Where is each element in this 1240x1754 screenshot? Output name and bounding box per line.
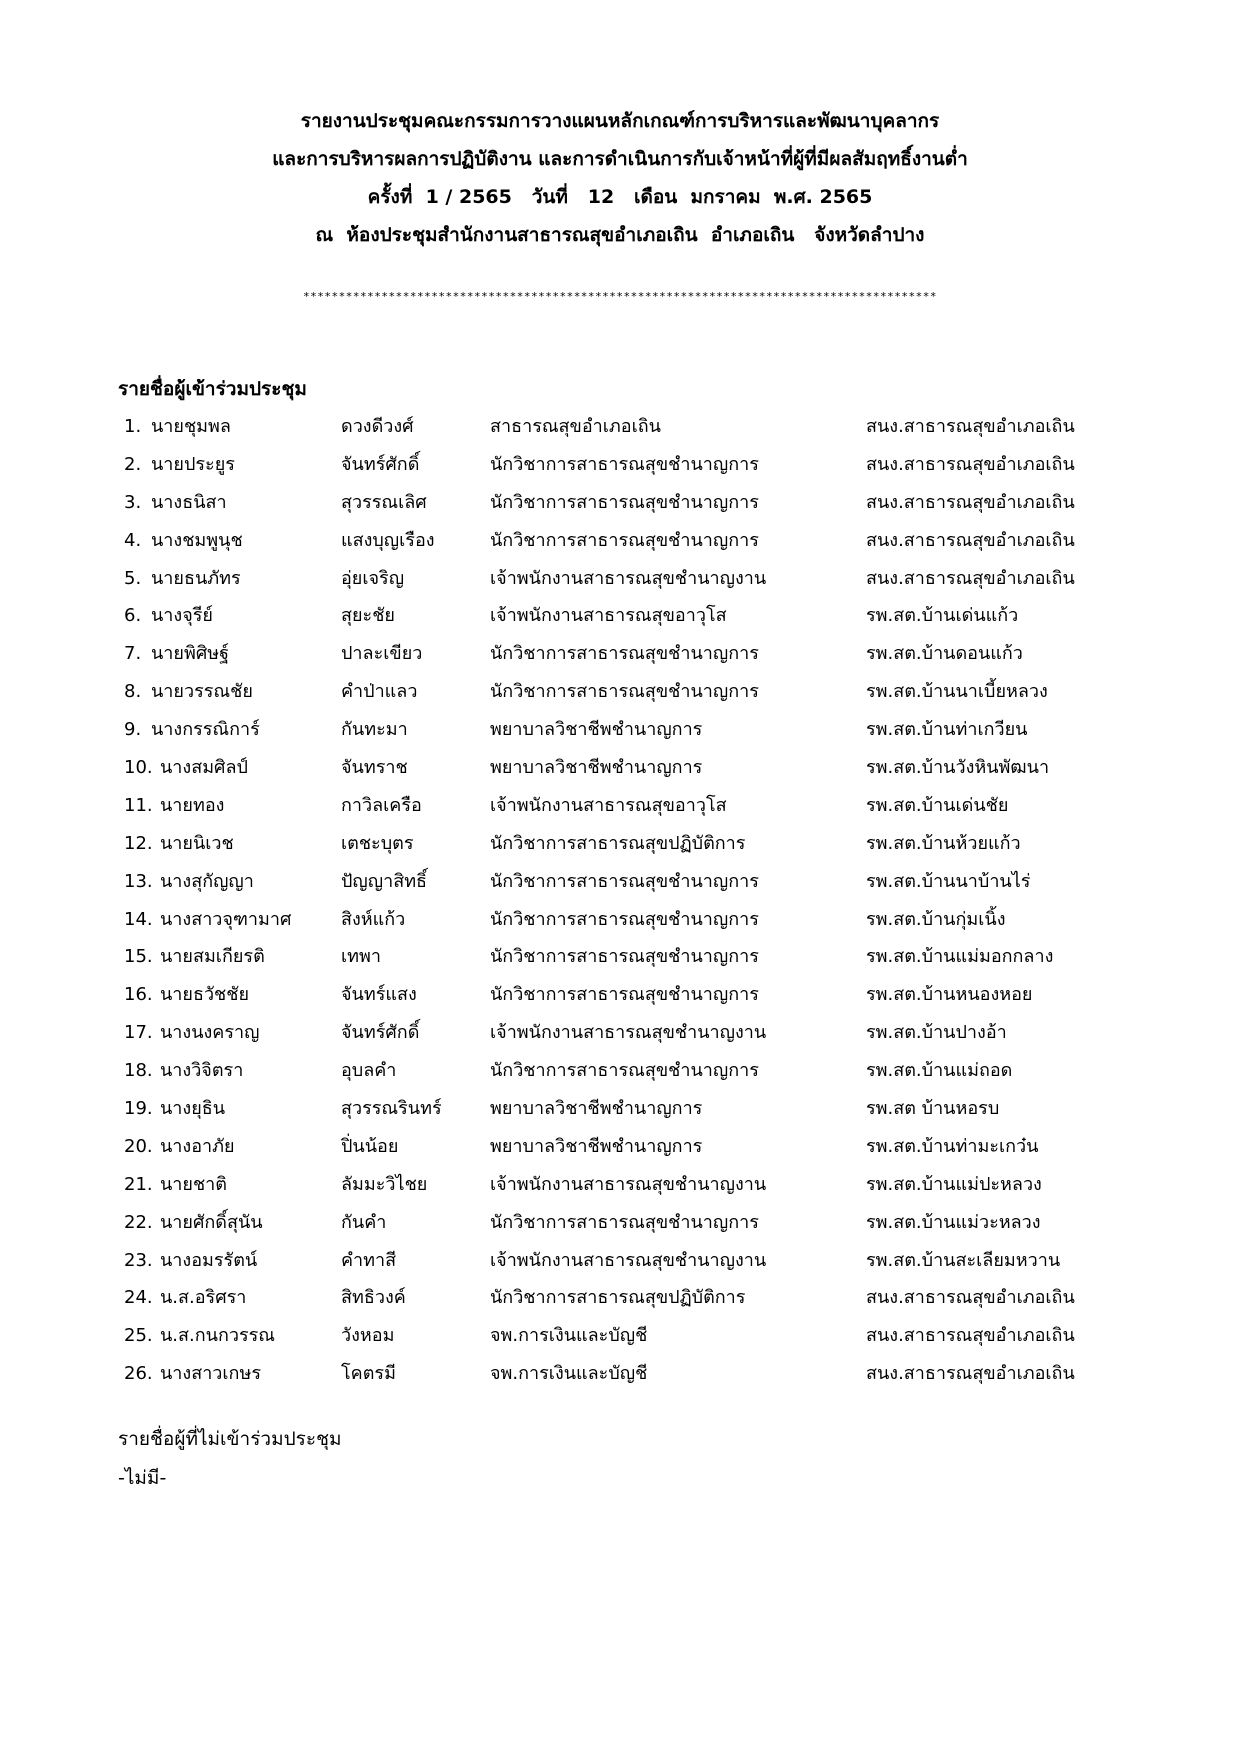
separator-line: ***************************************************************************************** [303, 290, 937, 303]
attendee-first-name: นางกรรณิการ์ [151, 719, 260, 741]
attendee-number: 20. [124, 1135, 153, 1157]
attendee-first-name: นางจุรีย์ [151, 605, 213, 627]
attendee-position: นักวิชาการสาธารณสุขชำนาญการ [490, 984, 759, 1006]
attendee-organization: รพ.สต.บ้านนาบ้านไร่ [866, 870, 1031, 892]
attendee-position: เจ้าพนักงานสาธารณสุขชำนาญงาน [490, 1249, 767, 1271]
attendee-position: เจ้าพนักงานสาธารณสุขชำนาญงาน [490, 1022, 767, 1044]
list-item [0, 976, 1240, 1014]
list-item [0, 1355, 1240, 1393]
attendee-organization: รพ.สต.บ้านแม่ปะหลวง [866, 1173, 1042, 1195]
attendee-position: นักวิชาการสาธารณสุขชำนาญการ [490, 453, 759, 475]
list-item [0, 635, 1240, 673]
attendee-position: สาธารณสุขอำเภอเถิน [490, 416, 661, 437]
attendees-title: รายชื่อผู้เข้าร่วมประชุม [118, 378, 307, 400]
attendee-number: 16. [124, 984, 153, 1006]
attendee-organization: รพ.สต.บ้านแม่มอกกลาง [866, 946, 1054, 968]
attendee-organization: รพ.สต.บ้านเด่นชัย [866, 794, 1009, 816]
attendee-last-name: ปิ่นน้อย [341, 1135, 399, 1157]
header-title-line-1: รายงานประชุมคณะกรรมการวางแผนหลักเกณฑ์การบริหารและพัฒนาบุคลากร [300, 110, 940, 132]
list-item [0, 1014, 1240, 1052]
attendee-first-name: นายชาติ [160, 1173, 227, 1195]
absent-value: -ไม่มี- [118, 1467, 167, 1489]
attendee-organization: สนง.สาธารณสุขอำเภอเถิน [866, 453, 1075, 475]
attendee-number: 18. [124, 1060, 153, 1082]
attendee-number: 4. [124, 529, 142, 551]
attendee-organization: รพ.สต.บ้านห้วยแก้ว [866, 832, 1021, 854]
attendee-number: 3. [124, 491, 142, 513]
attendee-organization: สนง.สาธารณสุขอำเภอเถิน [866, 529, 1075, 551]
attendee-position: นักวิชาการสาธารณสุขชำนาญการ [490, 870, 759, 892]
attendee-number: 8. [124, 681, 142, 703]
attendee-number: 2. [124, 453, 142, 475]
attendee-organization: สนง.สาธารณสุขอำเภอเถิน [866, 1287, 1075, 1309]
list-item [0, 560, 1240, 598]
attendee-last-name: วังหอม [341, 1325, 395, 1347]
attendee-first-name: นางสมศิลป์ [160, 757, 248, 779]
attendee-number: 13. [124, 870, 153, 892]
attendee-last-name: ลัมมะวิไชย [341, 1173, 428, 1195]
attendee-position: เจ้าพนักงานสาธารณสุขชำนาญงาน [490, 1173, 767, 1195]
list-item [0, 1242, 1240, 1280]
attendee-first-name: นายวรรณชัย [151, 681, 253, 703]
attendee-number: 5. [124, 567, 142, 589]
attendee-first-name: นายประยูร [151, 453, 235, 475]
attendee-list [0, 408, 1240, 1393]
attendee-last-name: ดวงดีวงศ์ [341, 416, 414, 437]
attendee-organization: สนง.สาธารณสุขอำเภอเถิน [866, 1363, 1075, 1385]
attendee-first-name: นายชุมพล [151, 416, 231, 437]
attendee-last-name: อุบลคำ [341, 1060, 397, 1082]
attendee-first-name: นายธวัชชัย [160, 984, 250, 1006]
attendee-organization: รพ.สต.บ้านกุ่มเนิ้ง [866, 908, 1006, 930]
attendee-organization: รพ.สต บ้านหอรบ [866, 1098, 1000, 1120]
attendee-number: 22. [124, 1211, 153, 1233]
attendee-last-name: สุยะชัย [341, 605, 395, 627]
list-item [0, 787, 1240, 825]
attendee-organization: รพ.สต.บ้านเด่นแก้ว [866, 605, 1019, 627]
attendee-last-name: สิงห์แก้ว [341, 908, 406, 930]
attendee-last-name: กันทะมา [341, 719, 408, 741]
header-title-line-2: และการบริหารผลการปฏิบัติงาน และการดำเนินการกับเจ้าหน้าที่ผู้ที่มีผลสัมฤทธิ์งานต่ำ [272, 148, 968, 170]
list-item [0, 1128, 1240, 1166]
attendee-position: พยาบาลวิชาชีพชำนาญการ [490, 1098, 703, 1120]
attendee-organization: รพ.สต.บ้านท่ามะเกว๋น [866, 1135, 1039, 1157]
attendee-first-name: นางสุกัญญา [160, 870, 254, 892]
attendee-organization: สนง.สาธารณสุขอำเภอเถิน [866, 567, 1075, 589]
attendee-organization: รพ.สต.บ้านแม่ถอด [866, 1060, 1013, 1082]
list-item [0, 1279, 1240, 1317]
attendee-position: เจ้าพนักงานสาธารณสุขอาวุโส [490, 605, 727, 627]
attendee-organization: รพ.สต.บ้านแม่วะหลวง [866, 1211, 1041, 1233]
attendee-first-name: นายสมเกียรติ [160, 946, 265, 968]
attendee-organization: รพ.สต.บ้านดอนแก้ว [866, 643, 1023, 665]
attendee-first-name: นางนงคราญ [160, 1022, 260, 1044]
attendee-number: 7. [124, 643, 142, 665]
attendee-number: 1. [124, 416, 142, 437]
attendee-last-name: โคตรมี [341, 1363, 396, 1385]
attendee-position: นักวิชาการสาธารณสุขชำนาญการ [490, 908, 759, 930]
attendee-organization: รพ.สต.บ้านวังหินพัฒนา [866, 757, 1050, 779]
header-meeting-date: ครั้งที่ 1 / 2565 วันที่ 12 เดือน มกราคม พ.ศ. 2565 [367, 186, 873, 208]
attendee-position: นักวิชาการสาธารณสุขชำนาญการ [490, 1060, 759, 1082]
attendee-first-name: นางสาวจุฑามาศ [160, 908, 292, 930]
attendee-last-name: สิทธิวงค์ [341, 1287, 406, 1309]
attendee-position: นักวิชาการสาธารณสุขชำนาญการ [490, 1211, 759, 1233]
attendee-first-name: นางอมรรัตน์ [160, 1249, 258, 1271]
attendee-number: 24. [124, 1287, 153, 1309]
attendee-last-name: สุวรรณเลิศ [341, 491, 427, 513]
attendee-first-name: นายธนภัทร [151, 567, 241, 589]
attendee-last-name: อุ่ยเจริญ [341, 567, 405, 589]
list-item [0, 901, 1240, 939]
list-item [0, 1204, 1240, 1242]
attendee-organization: รพ.สต.บ้านนาเบี้ยหลวง [866, 681, 1048, 703]
attendee-position: นักวิชาการสาธารณสุขปฏิบัติการ [490, 1287, 746, 1309]
attendee-position: นักวิชาการสาธารณสุขชำนาญการ [490, 681, 759, 703]
attendee-last-name: เทพา [341, 946, 381, 968]
attendee-last-name: คำป่าแลว [341, 681, 418, 703]
attendee-position: นักวิชาการสาธารณสุขชำนาญการ [490, 529, 759, 551]
attendee-organization: สนง.สาธารณสุขอำเภอเถิน [866, 491, 1075, 513]
attendee-number: 26. [124, 1363, 153, 1385]
attendee-position: พยาบาลวิชาชีพชำนาญการ [490, 719, 703, 741]
attendee-last-name: จันทร์ศักดิ์ [341, 453, 420, 475]
attendee-position: นักวิชาการสาธารณสุขชำนาญการ [490, 643, 759, 665]
list-item [0, 1317, 1240, 1355]
attendee-number: 19. [124, 1098, 153, 1120]
attendee-last-name: กันคำ [341, 1211, 387, 1233]
attendee-first-name: นายทอง [160, 794, 225, 816]
attendee-number: 17. [124, 1022, 153, 1044]
list-item [0, 1166, 1240, 1204]
list-item [0, 863, 1240, 901]
attendee-number: 25. [124, 1325, 153, 1347]
attendee-position: นักวิชาการสาธารณสุขชำนาญการ [490, 491, 759, 513]
attendee-last-name: กาวิลเครือ [341, 794, 422, 816]
list-item [0, 446, 1240, 484]
list-item [0, 825, 1240, 863]
attendee-last-name: สุวรรณรินทร์ [341, 1098, 442, 1120]
list-item [0, 673, 1240, 711]
attendee-position: จพ.การเงินและบัญชี [490, 1325, 648, 1347]
attendee-position: เจ้าพนักงานสาธารณสุขชำนาญงาน [490, 567, 767, 589]
attendee-first-name: นางชมพูนุช [151, 529, 243, 551]
attendee-organization: สนง.สาธารณสุขอำเภอเถิน [866, 416, 1075, 437]
attendee-first-name: นางอาภัย [160, 1135, 235, 1157]
attendee-position: เจ้าพนักงานสาธารณสุขอาวุโส [490, 794, 727, 816]
attendee-last-name: ปัญญาสิทธิ์ [341, 870, 428, 892]
attendee-first-name: นายนิเวช [160, 832, 234, 854]
attendee-number: 14. [124, 908, 153, 930]
document-header [0, 102, 1240, 254]
attendee-first-name: นางสาวเกษร [160, 1363, 261, 1385]
list-item [0, 597, 1240, 635]
attendee-number: 21. [124, 1173, 153, 1195]
attendee-first-name: นางวิจิตรา [160, 1060, 244, 1082]
attendee-last-name: จันทราช [341, 757, 408, 779]
list-item [0, 408, 1240, 446]
attendee-number: 10. [124, 757, 153, 779]
attendee-number: 15. [124, 946, 153, 968]
attendee-number: 6. [124, 605, 142, 627]
attendee-first-name: นายศักดิ์สุนัน [160, 1211, 263, 1233]
attendee-last-name: คำทาสี [341, 1249, 397, 1271]
list-item [0, 484, 1240, 522]
list-item [0, 522, 1240, 560]
attendee-number: 9. [124, 719, 142, 741]
list-item [0, 749, 1240, 787]
attendee-last-name: แสงบุญเรือง [341, 529, 435, 551]
attendee-last-name: จันทร์แสง [341, 984, 417, 1006]
list-item [0, 1090, 1240, 1128]
attendee-number: 11. [124, 794, 153, 816]
attendee-organization: รพ.สต.บ้านปางอ้า [866, 1022, 1007, 1044]
attendee-organization: สนง.สาธารณสุขอำเภอเถิน [866, 1325, 1075, 1347]
attendee-organization: รพ.สต.บ้านสะเลียมหวาน [866, 1249, 1061, 1271]
attendee-position: พยาบาลวิชาชีพชำนาญการ [490, 1135, 703, 1157]
attendee-first-name: นางยุธิน [160, 1098, 226, 1120]
attendee-position: พยาบาลวิชาชีพชำนาญการ [490, 757, 703, 779]
attendee-first-name: นางธนิสา [151, 491, 227, 513]
attendee-last-name: จันทร์ศักดิ์ [341, 1022, 420, 1044]
attendee-first-name: น.ส.อริศรา [160, 1287, 247, 1309]
header-meeting-location: ณ ห้องประชุมสำนักงานสาธารณสุขอำเภอเถิน อำเภอเถิน จังหวัดลำปาง [315, 224, 925, 246]
attendee-number: 23. [124, 1249, 153, 1271]
absent-title: รายชื่อผู้ที่ไม่เข้าร่วมประชุม [118, 1428, 342, 1450]
attendee-organization: รพ.สต.บ้านท่าเกวียน [866, 719, 1028, 741]
attendee-last-name: ปาละเขียว [341, 643, 423, 665]
attendee-position: นักวิชาการสาธารณสุขชำนาญการ [490, 946, 759, 968]
attendee-position: จพ.การเงินและบัญชี [490, 1363, 648, 1385]
attendee-number: 12. [124, 832, 153, 854]
attendee-first-name: น.ส.กนกวรรณ [160, 1325, 275, 1347]
list-item [0, 711, 1240, 749]
attendee-position: นักวิชาการสาธารณสุขปฏิบัติการ [490, 832, 746, 854]
list-item [0, 938, 1240, 976]
attendee-first-name: นายพิศิษฐ์ [151, 643, 230, 665]
attendee-organization: รพ.สต.บ้านหนองหอย [866, 984, 1033, 1006]
attendee-last-name: เตชะบุตร [341, 832, 414, 854]
list-item [0, 1052, 1240, 1090]
